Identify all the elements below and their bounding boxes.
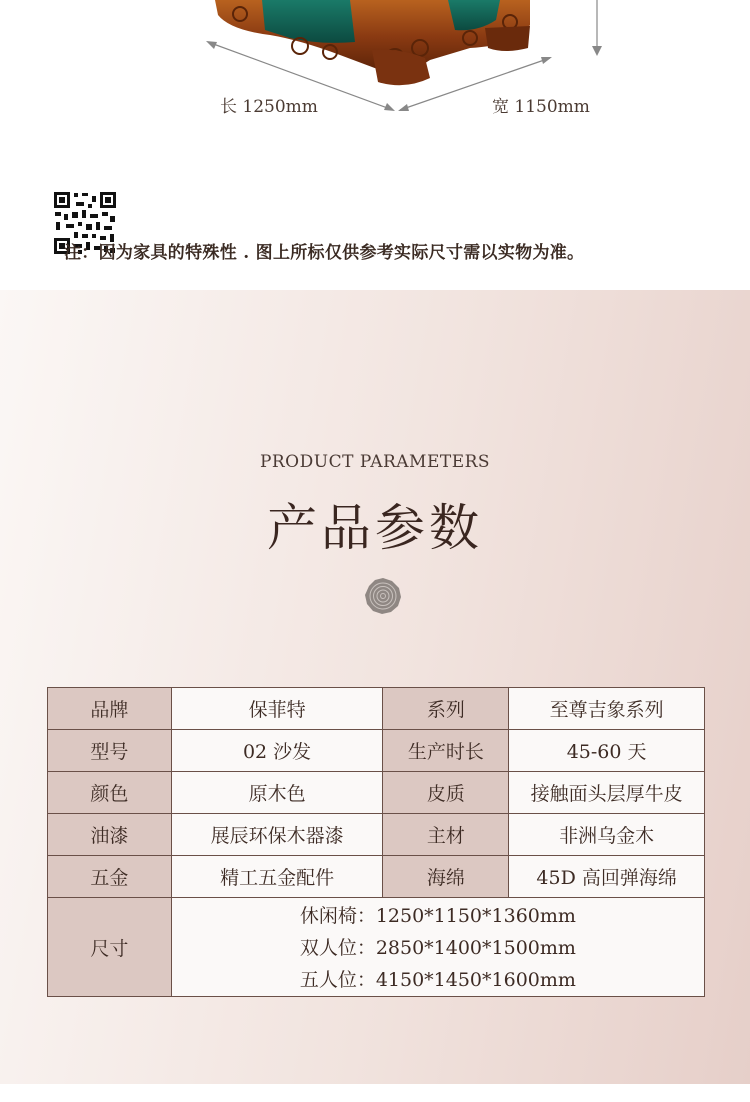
param-value-sponge: 45D 高回弹海绵 <box>509 856 705 898</box>
section-subtitle: PRODUCT PARAMETERS <box>259 452 491 472</box>
param-label-paint: 油漆 <box>48 814 172 856</box>
param-label-material: 主材 <box>383 814 509 856</box>
param-label-leather: 皮质 <box>383 772 509 814</box>
param-label-size: 尺寸 <box>48 898 172 997</box>
param-label-hardware: 五金 <box>48 856 172 898</box>
size-line-five-seater: 五人位：4150*1450*1600mm <box>299 969 576 991</box>
table-row <box>48 898 705 997</box>
param-value-color: 原木色 <box>171 772 383 814</box>
wood-medallion-icon <box>364 577 402 615</box>
width-dimension: 宽 1150mm <box>492 97 590 117</box>
table-row <box>48 856 705 898</box>
table-row <box>48 814 705 856</box>
param-value-size <box>171 898 704 997</box>
table-row <box>48 772 705 814</box>
param-value-brand: 保菲特 <box>171 688 383 730</box>
table-row <box>48 730 705 772</box>
param-value-material: 非洲乌金木 <box>509 814 705 856</box>
length-dimension: 长 1250mm <box>220 97 318 117</box>
param-value-hardware: 精工五金配件 <box>171 856 383 898</box>
bottom-margin <box>0 1084 750 1102</box>
product-image-section <box>0 0 750 290</box>
table-row <box>48 688 705 730</box>
param-label-model: 型号 <box>48 730 172 772</box>
param-value-model: 02 沙发 <box>171 730 383 772</box>
param-label-series: 系列 <box>383 688 509 730</box>
size-line-two-seater: 双人位：2850*1400*1500mm <box>299 937 576 959</box>
size-line-lounge-chair: 休闲椅：1250*1150*1360mm <box>299 905 576 927</box>
param-value-production-time: 45-60 天 <box>509 730 705 772</box>
param-label-brand: 品牌 <box>48 688 172 730</box>
param-label-color: 颜色 <box>48 772 172 814</box>
param-label-production-time: 生产时长 <box>383 730 509 772</box>
param-label-sponge: 海绵 <box>383 856 509 898</box>
param-value-paint: 展辰环保木器漆 <box>171 814 383 856</box>
product-parameters-section <box>0 290 750 1084</box>
parameter-table <box>47 687 705 997</box>
param-value-series: 至尊吉象系列 <box>509 688 705 730</box>
param-value-leather: 接触面头层厚牛皮 <box>509 772 705 814</box>
disclaimer-note: 注：因为家具的特殊性 . 图上所标仅供参考实际尺寸需以实物为准。 <box>64 243 585 263</box>
section-title: 产品参数 <box>267 499 483 557</box>
